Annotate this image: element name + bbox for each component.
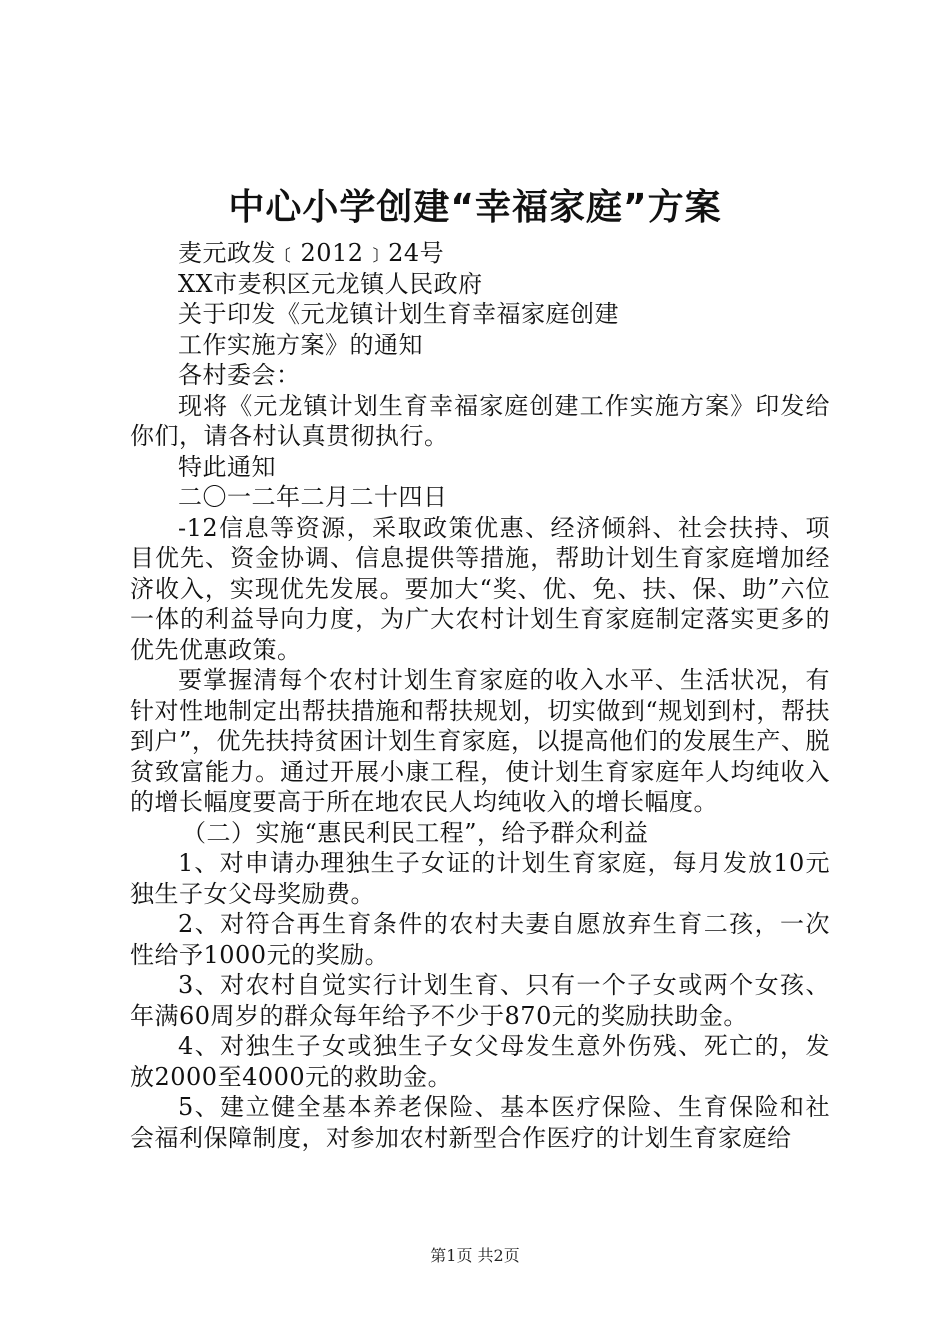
page-number: 第1页 共2页 xyxy=(430,1246,520,1265)
body-paragraph: 要掌握清每个农村计划生育家庭的收入水平、生活状况，有针对性地制定出帮扶措施和帮扶规划，切实做到“规划到村，帮扶到户”，优先扶持贫困计划生育家庭，以提高他们的发展生产、脱贫致富能力。通过开展小康工程，使计划生育家庭年人均纯收入的增长幅度要高于所在地农民人均纯收入的增长幅度。 xyxy=(130,666,830,816)
list-item: 4、对独生子女或独生子女父母发生意外伤残、死亡的，发放2000至4000元的救助金。 xyxy=(130,1032,830,1091)
issue-date: 二〇一二年二月二十四日 xyxy=(178,483,448,511)
issuing-authority: XX市麦积区元龙镇人民政府 xyxy=(178,269,483,298)
list-item: 5、建立健全基本养老保险、基本医疗保险、生育保险和社会福利保障制度，对参加农村新型合作医疗的计划生育家庭给 xyxy=(130,1093,830,1152)
document-body xyxy=(130,238,830,1153)
section-heading: （二）实施“惠民利民工程”，给予群众利益 xyxy=(182,818,649,847)
document-number: 麦元政发﹝2012﹞24号 xyxy=(178,239,445,267)
notice-subject-line-1: 关于印发《元龙镇计划生育幸福家庭创建 xyxy=(178,300,619,328)
notice-paragraph: 现将《元龙镇计划生育幸福家庭创建工作实施方案》印发给你们，请各村认真贯彻执行。 xyxy=(130,391,830,450)
notice-subject-line-2: 工作实施方案》的通知 xyxy=(178,330,423,359)
list-item: 1、对申请办理独生子女证的计划生育家庭，每月发放10元独生子女父母奖励费。 xyxy=(130,849,830,908)
closing-phrase: 特此通知 xyxy=(178,452,276,481)
list-item: 3、对农村自觉实行计划生育、只有一个子女或两个女孩、年满60周岁的群众每年给予不少于870元的奖励扶助金。 xyxy=(130,971,830,1030)
addressee: 各村委会： xyxy=(178,361,301,389)
body-paragraph: -12信息等资源，采取政策优惠、经济倾斜、社会扶持、项目优先、资金协调、信息提供等措施，帮助计划生育家庭增加经济收入，实现优先发展。要加大“奖、优、免、扶、保、助”六位一体的利益导向力度，为广大农村计划生育家庭制定落实更多的优先优惠政策。 xyxy=(130,513,830,664)
document-title: 中心小学创建“幸福家庭”方案 xyxy=(228,187,722,228)
list-item: 2、对符合再生育条件的农村夫妻自愿放弃生育二孩，一次性给予1000元的奖励。 xyxy=(130,910,830,969)
